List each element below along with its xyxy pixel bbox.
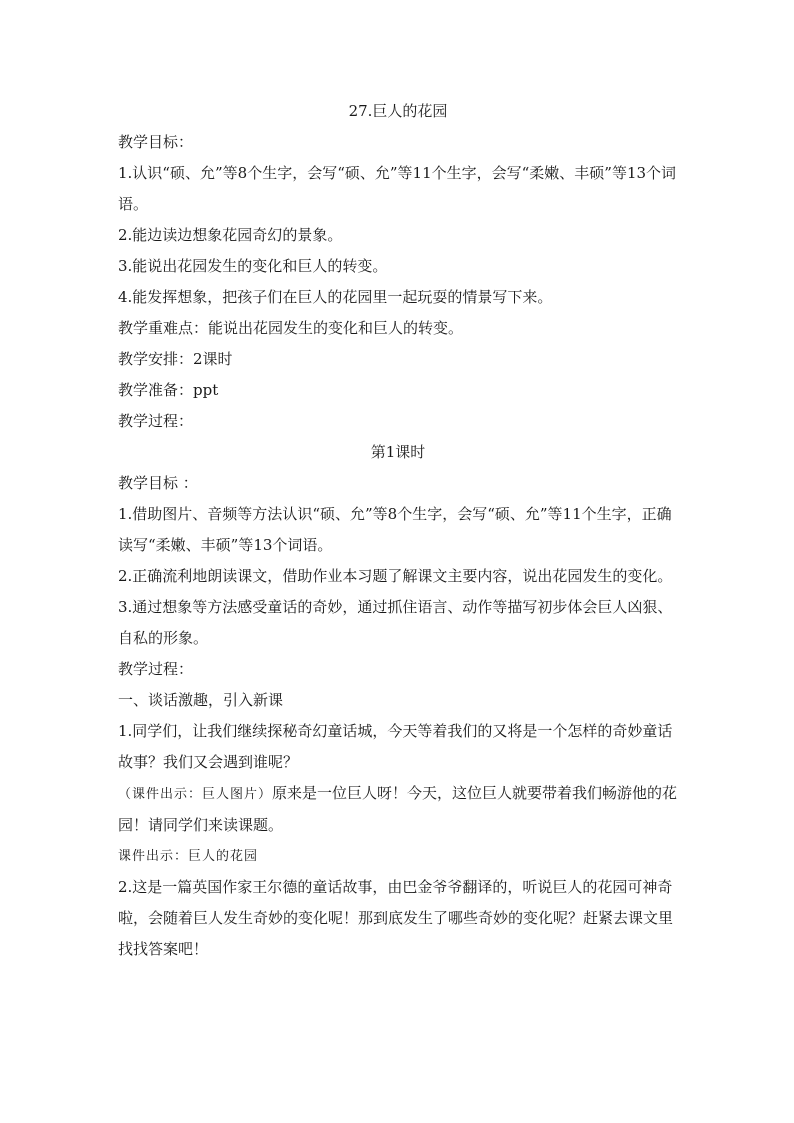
step-2: 2.这是一篇英国作家王尔德的童话故事，由巴金爷爷翻译的，听说巨人的花园可神奇啦，会随着巨人发生奇妙的变化呢！那到底发生了哪些奇妙的变化呢？赶紧去课文里找找答案吧！	[118, 878, 674, 958]
key-points: 教学重难点：能说出花园发生的变化和巨人的转变。	[118, 319, 464, 337]
process-heading: 教学过程：	[118, 412, 194, 430]
lesson1-goal-2: 2.正确流利地朗读课文，借助作业本习题了解课文主要内容，说出花园发生的变化。	[118, 567, 673, 585]
section1-heading: 一、谈话激趣，引入新课	[118, 691, 284, 709]
lesson1-goal-1: 1.借助图片、音频等方法认识“硕、允”等8个生字，会写“硕、允”等11个生字，正确读写“柔嫩、丰硕”等13个词语。	[118, 505, 672, 554]
step-1: 1.同学们，让我们继续探秘奇幻童话城，今天等着我们的又将是一个怎样的奇妙童话故事？我们又会遇到谁呢？	[118, 722, 673, 771]
goal-item-1: 1.认识“硕、允”等8个生字，会写“硕、允”等11个生字，会写“柔嫩、丰硕”等13个词语。	[118, 164, 677, 213]
courseware-2: 课件出示：巨人的花园	[118, 849, 259, 864]
courseware-1	[118, 778, 678, 841]
lesson1-goals-heading: 教学目标 ：	[118, 474, 198, 492]
goals-heading: 教学目标：	[118, 133, 194, 151]
goal-item-4: 4.能发挥想象，把孩子们在巨人的花园里一起玩耍的情景写下来。	[118, 288, 553, 306]
courseware-1-text: 原来是一位巨人呀！今天，这位巨人就要带着我们畅游他的花园！请同学们来读课题。	[118, 784, 678, 834]
preparation: 教学准备：ppt	[118, 381, 219, 399]
document-page	[118, 96, 678, 965]
arrangement: 教学安排：2课时	[118, 350, 233, 368]
lesson1-title: 第1课时	[370, 443, 426, 461]
lesson1-process-heading: 教学过程：	[118, 660, 194, 678]
goal-item-3: 3.能说出花园发生的变化和巨人的转变。	[118, 257, 388, 275]
goal-item-2: 2.能边读边想象花园奇幻的景象。	[118, 226, 343, 244]
lesson1-goal-3: 3.通过想象等方法感受童话的奇妙，通过抓住语言、动作等描写初步体会巨人凶狠、自私的形象。	[118, 598, 673, 647]
courseware-1-label: （课件出示：巨人图片）	[118, 787, 273, 802]
document-title: 27.巨人的花园	[348, 102, 448, 120]
